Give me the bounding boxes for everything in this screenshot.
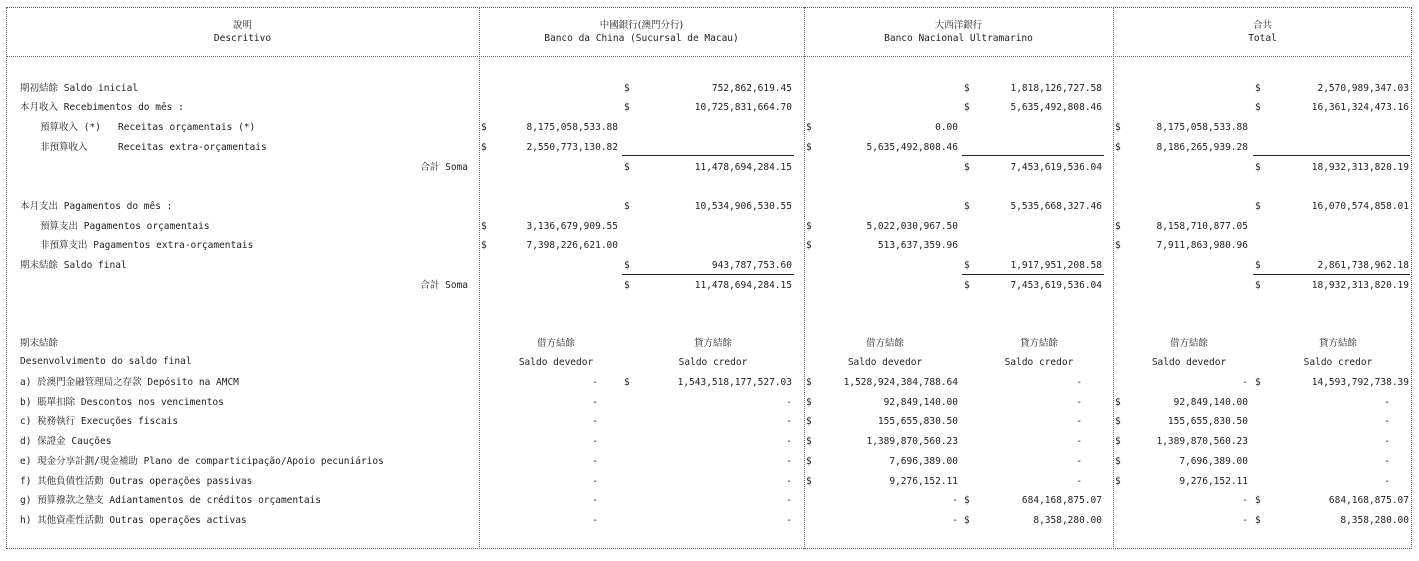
dev-boc-cred-dash: - [786, 475, 792, 487]
cell-saldo-final-total: 2,861,738,962.18 [1317, 260, 1409, 271]
dev-tot-dev-currency: $ [1115, 436, 1121, 448]
col-boc-zh: 中國銀行(澳門分行) [599, 20, 684, 31]
dev-bnu-cred-dash: - [1076, 436, 1082, 448]
dev-row-label: g) 預算撥款之墊支 Adiantamentos de créditos orçamentais [20, 495, 321, 507]
dev-boc-cred-dash: - [786, 455, 792, 467]
cell-soma2-boc: 11,478,694,284.15 [694, 280, 792, 291]
dev-row-label: d) 保證金 Cauções [20, 436, 112, 448]
cell-pag-extra-total: 7,911,863,980.96 [1156, 240, 1248, 251]
dev-bnu-cred-dash: - [1076, 475, 1082, 487]
dev-bnu-dev-dash: - [952, 495, 958, 507]
dev-bnu-cred-currency: $ [964, 495, 970, 507]
dev-row-label: c) 稅務執行 Execuções fiscais [20, 416, 179, 428]
cell-saldo-final-total-currency: $ [1255, 260, 1261, 271]
cell-rec-orc-bnu-currency: $ [806, 122, 812, 133]
dev-boc-cred-dash: - [786, 436, 792, 448]
dev-boc-credor-pt: Saldo credor [678, 357, 748, 368]
cell-soma1-boc-currency: $ [624, 162, 630, 173]
cell-receb-total-currency: $ [1255, 102, 1261, 113]
dev-tot-cred-dash: - [1384, 436, 1390, 448]
cell-saldo-inicial-total: 2,570,989,347.03 [1317, 83, 1409, 94]
dev-tot-dev-value: 92,849,140.00 [1173, 396, 1248, 408]
dev-bnu-dev-currency: $ [806, 436, 812, 448]
cell-soma1-boc: 11,478,694,284.15 [694, 162, 792, 173]
sum-rule-bnu-2 [962, 274, 1104, 275]
dev-bnu-cred-currency: $ [964, 514, 970, 526]
cell-rec-orc-boc-currency: $ [481, 122, 487, 133]
dev-boc-devedor-pt: Saldo devedor [518, 357, 594, 368]
dev-bnu-dev-currency: $ [806, 475, 812, 487]
dev-bnu-dev-value: 155,655,830.50 [877, 416, 958, 428]
dev-boc-cred-dash: - [786, 514, 792, 526]
dev-bnu-devedor-pt: Saldo devedor [847, 357, 923, 368]
dev-tot-cred-value: 14,593,792,738.39 [1311, 377, 1409, 388]
header-divider [6, 56, 1412, 57]
dev-boc-dev-dash: - [592, 396, 598, 408]
cell-pag-orc-total: 8,158,710,877.05 [1156, 221, 1248, 232]
dev-tot-dev-value: 7,696,389.00 [1179, 455, 1248, 467]
dev-boc-cred-dash: - [786, 396, 792, 408]
dev-bnu-dev-currency: $ [806, 377, 812, 388]
cell-rec-extra-boc: 2,550,773,130.82 [526, 142, 618, 153]
dev-tot-cred-dash: - [1384, 455, 1390, 467]
row-label-receitas-orc-zh: 預算收入 (*) [40, 122, 101, 133]
cell-saldo-final-boc: 943,787,753.60 [711, 260, 792, 271]
sum-rule-total-1 [1253, 155, 1410, 156]
cell-pag-orc-total-currency: $ [1115, 221, 1121, 232]
cell-saldo-inicial-bnu: 1,818,126,727.58 [1010, 83, 1102, 94]
col-boc-pt: Banco da China (Sucursal de Macau) [544, 33, 739, 44]
dev-total-devedor-zh: 借方結餘 [1169, 338, 1208, 349]
dev-boc-dev-dash: - [592, 436, 598, 448]
cell-soma2-bnu-currency: $ [964, 280, 970, 291]
dev-bnu-dev-value: 1,528,924,384,788.64 [843, 377, 958, 388]
cell-pagam-bnu: 5,535,668,327.46 [1010, 201, 1102, 212]
cell-soma1-total: 18,932,313,820.19 [1311, 162, 1409, 173]
cell-pag-extra-boc: 7,398,226,621.00 [526, 240, 618, 251]
col-bnu-zh: 大西洋銀行 [934, 20, 983, 31]
row-label-receitas-orc-pt: Receitas orçamentais (*) [118, 122, 256, 133]
cell-saldo-inicial-boc-currency: $ [624, 83, 630, 94]
cell-pagam-total: 16,070,574,858.01 [1311, 201, 1409, 212]
row-label-recebimentos: 本月收入 Recebimentos do mês : [20, 102, 184, 113]
cell-pag-extra-bnu: 513,637,359.96 [877, 240, 958, 251]
column-divider-1 [479, 7, 480, 549]
row-label-pag-extra: 非預算支出 Pagamentos extra-orçamentais [40, 240, 254, 251]
cell-receb-total: 16,361,324,473.16 [1311, 102, 1409, 113]
dev-tot-cred-dash: - [1384, 416, 1390, 428]
dev-tot-dev-value: 1,389,870,560.23 [1156, 436, 1248, 448]
cell-receb-bnu: 5,635,492,808.46 [1010, 102, 1102, 113]
row-label-saldo-inicial: 期初結餘 Saldo inicial [20, 83, 139, 94]
dev-bnu-dev-dash: - [952, 514, 958, 526]
cell-saldo-final-boc-currency: $ [624, 260, 630, 271]
cell-soma2-boc-currency: $ [624, 280, 630, 291]
row-label-pagamentos: 本月支出 Pagamentos do mês : [20, 201, 173, 212]
cell-pagam-boc: 10,534,906,530.55 [694, 201, 792, 212]
cell-soma1-bnu: 7,453,619,536.04 [1010, 162, 1102, 173]
dev-boc-cred-dash: - [786, 416, 792, 428]
dev-tot-dev-currency: $ [1115, 396, 1121, 408]
cell-receb-boc: 10,725,831,664.70 [694, 102, 792, 113]
dev-tot-dev-currency: $ [1115, 416, 1121, 428]
dev-title-zh: 期末結餘 [20, 338, 59, 349]
cell-pagam-boc-currency: $ [624, 201, 630, 212]
cell-soma2-total-currency: $ [1255, 280, 1261, 291]
cell-pagam-total-currency: $ [1255, 201, 1261, 212]
cell-pag-orc-boc: 3,136,679,909.55 [526, 221, 618, 232]
dev-bnu-credor-pt: Saldo credor [1004, 357, 1074, 368]
dev-total-credor-zh: 貸方結餘 [1318, 338, 1357, 349]
cell-rec-orc-total: 8,175,058,533.88 [1156, 122, 1248, 133]
dev-row-label: e) 現金分享計劃/現金補助 Plano de comparticipação/Apoio pecuniários [20, 455, 384, 467]
cell-soma2-bnu: 7,453,619,536.04 [1010, 280, 1102, 291]
dev-tot-cred-value: 8,358,280.00 [1340, 514, 1409, 526]
col-bnu-pt: Banco Nacional Ultramarino [884, 33, 1033, 44]
dev-title-pt: Desenvolvimento do saldo final [20, 356, 192, 367]
column-divider-3 [1113, 7, 1114, 549]
dev-boc-cred-dash: - [786, 495, 792, 507]
cell-pag-extra-boc-currency: $ [481, 240, 487, 251]
sum-rule-bnu-1 [962, 155, 1104, 156]
dev-row-label: a) 於澳門金融管理局之存款 Depósito na AMCM [20, 377, 239, 388]
dev-tot-cred-value: 684,168,875.07 [1328, 495, 1409, 507]
dev-bnu-dev-value: 7,696,389.00 [889, 455, 958, 467]
dev-boc-dev-dash: - [592, 514, 598, 526]
dev-boc-dev-dash: - [592, 416, 598, 428]
dev-bnu-dev-currency: $ [806, 396, 812, 408]
dev-tot-dev-currency: $ [1115, 475, 1121, 487]
dev-bnu-dev-value: 1,389,870,560.23 [866, 436, 958, 448]
dev-tot-dev-dash: - [1242, 495, 1248, 507]
cell-rec-extra-bnu-currency: $ [806, 142, 812, 153]
dev-bnu-dev-value: 9,276,152.11 [889, 475, 958, 487]
dev-tot-cred-currency: $ [1255, 514, 1261, 526]
cell-soma2-total: 18,932,313,820.19 [1311, 280, 1409, 291]
cell-receb-boc-currency: $ [624, 102, 630, 113]
dev-boc-devedor-zh: 借方結餘 [536, 338, 575, 349]
cell-soma1-total-currency: $ [1255, 162, 1261, 173]
dev-bnu-devedor-zh: 借方結餘 [865, 338, 904, 349]
cell-rec-orc-total-currency: $ [1115, 122, 1121, 133]
dev-tot-cred-dash: - [1384, 475, 1390, 487]
cell-saldo-inicial-boc: 752,862,619.45 [711, 83, 792, 94]
cell-rec-extra-boc-currency: $ [481, 142, 487, 153]
dev-boc-dev-dash: - [592, 495, 598, 507]
dev-bnu-dev-currency: $ [806, 416, 812, 428]
dev-boc-cred-value: 1,543,518,177,527.03 [677, 377, 792, 388]
dev-bnu-cred-dash: - [1076, 455, 1082, 467]
row-label-soma-1: 合計 Soma [420, 162, 468, 173]
dev-tot-dev-currency: $ [1115, 455, 1121, 467]
dev-tot-dev-value: 155,655,830.50 [1167, 416, 1248, 428]
dev-boc-dev-dash: - [592, 455, 598, 467]
dev-bnu-cred-value: 684,168,875.07 [1021, 495, 1102, 507]
dev-tot-dev-dash: - [1242, 514, 1248, 526]
cell-pag-extra-total-currency: $ [1115, 240, 1121, 251]
row-label-receitas-extra-zh: 非預算收入 [40, 142, 88, 153]
cell-pag-orc-bnu: 5,022,030,967.50 [866, 221, 958, 232]
dev-tot-cred-dash: - [1384, 396, 1390, 408]
column-divider-2 [804, 7, 805, 549]
cell-rec-extra-bnu: 5,635,492,808.46 [866, 142, 958, 153]
dev-tot-cred-currency: $ [1255, 495, 1261, 507]
row-label-saldo-final: 期末結餘 Saldo final [20, 260, 127, 271]
dev-boc-cred-currency: $ [624, 377, 630, 388]
row-label-pag-orc: 預算支出 Pagamentos orçamentais [40, 221, 210, 232]
dev-bnu-cred-dash: - [1076, 416, 1082, 428]
dev-bnu-cred-dash: - [1076, 377, 1082, 388]
cell-saldo-inicial-total-currency: $ [1255, 83, 1261, 94]
dev-row-label: f) 其他負債性活動 Outras operações passivas [20, 475, 253, 487]
sum-rule-total-2 [1253, 274, 1410, 275]
cell-saldo-final-bnu: 1,917,951,208.58 [1010, 260, 1102, 271]
dev-boc-credor-zh: 貸方結餘 [693, 338, 732, 349]
dev-tot-dev-dash: - [1242, 377, 1248, 388]
cell-pag-extra-bnu-currency: $ [806, 240, 812, 251]
cell-rec-extra-total: 8,186,265,939.28 [1156, 142, 1248, 153]
sum-rule-boc-1 [622, 155, 794, 156]
col-descritivo-zh: 說明 [232, 20, 252, 31]
cell-rec-extra-total-currency: $ [1115, 142, 1121, 153]
dev-boc-dev-dash: - [592, 475, 598, 487]
col-total-zh: 合共 [1252, 20, 1272, 31]
dev-total-devedor-pt: Saldo devedor [1151, 357, 1227, 368]
col-total-pt: Total [1248, 33, 1277, 44]
dev-tot-cred-currency: $ [1255, 377, 1261, 388]
dev-bnu-cred-dash: - [1076, 396, 1082, 408]
cell-rec-orc-bnu: 0.00 [935, 122, 958, 133]
cell-saldo-final-bnu-currency: $ [964, 260, 970, 271]
cell-saldo-inicial-bnu-currency: $ [964, 83, 970, 94]
cell-soma1-bnu-currency: $ [964, 162, 970, 173]
dev-row-label: h) 其他資產性活動 Outras operações activas [20, 514, 247, 526]
cell-pagam-bnu-currency: $ [964, 201, 970, 212]
row-label-receitas-extra-pt: Receitas extra-orçamentais [118, 142, 267, 153]
row-label-soma-2: 合計 Soma [420, 280, 468, 291]
cell-pag-orc-bnu-currency: $ [806, 221, 812, 232]
dev-row-label: b) 賬單扣除 Descontos nos vencimentos [20, 396, 224, 408]
dev-boc-dev-dash: - [592, 377, 598, 388]
sum-rule-boc-2 [622, 274, 794, 275]
dev-bnu-cred-value: 8,358,280.00 [1033, 514, 1102, 526]
cell-pag-orc-boc-currency: $ [481, 221, 487, 232]
dev-bnu-credor-zh: 貸方結餘 [1019, 338, 1058, 349]
dev-bnu-dev-value: 92,849,140.00 [883, 396, 958, 408]
dev-total-credor-pt: Saldo credor [1303, 357, 1373, 368]
dev-tot-dev-value: 9,276,152.11 [1179, 475, 1248, 487]
col-descritivo-pt: Descritivo [213, 33, 272, 44]
cell-receb-bnu-currency: $ [964, 102, 970, 113]
dev-bnu-dev-currency: $ [806, 455, 812, 467]
cell-rec-orc-boc: 8,175,058,533.88 [526, 122, 618, 133]
